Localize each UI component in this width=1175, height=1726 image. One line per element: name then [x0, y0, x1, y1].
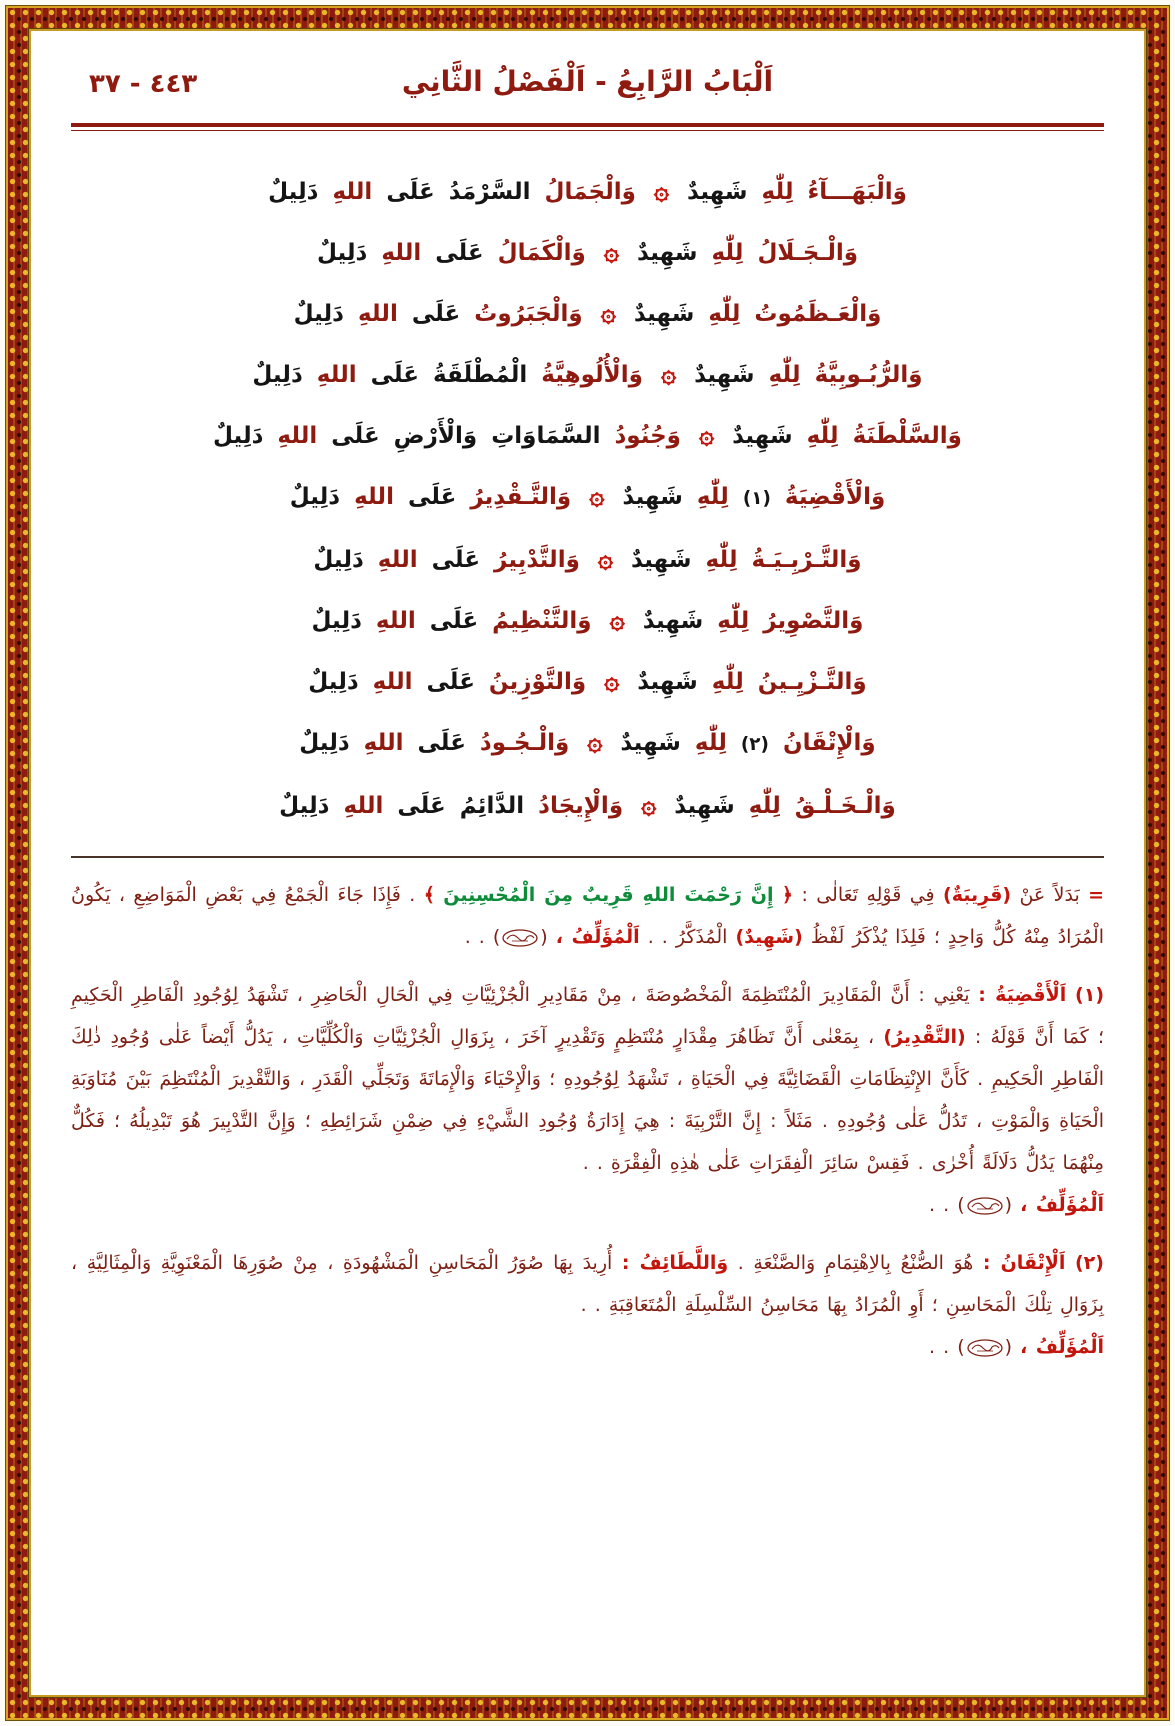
text-segment: دَلِيلٌ	[316, 240, 368, 266]
text-segment: وَالتَّـرْبِـيَـةُ	[751, 547, 862, 573]
poem-line	[77, 590, 1098, 651]
text-segment: شَهِيدٌ	[631, 547, 692, 573]
text-segment: دَلِيلٌ	[213, 423, 264, 449]
text-segment: شَهِيدٌ	[732, 423, 793, 449]
rub-el-hizb-ornament-icon: ۞	[600, 298, 616, 328]
text-segment: لِلّٰهِ	[717, 608, 750, 634]
poem-line	[77, 712, 1098, 775]
poem-line	[77, 529, 1098, 590]
text-segment: وَالْـجَـلَالُ	[757, 240, 859, 266]
text-segment: اَلْمُؤَلِّفُ ،	[555, 926, 640, 948]
text-segment: وَالتَّصْوِيرُ	[763, 608, 864, 634]
text-segment: شَهِيدٌ	[687, 179, 748, 205]
rub-el-hizb-ornament-icon: ۞	[641, 790, 657, 820]
text-segment: اللهِ	[357, 301, 398, 327]
page-number: ٤٤٣ - ٣٧	[89, 69, 198, 99]
rub-el-hizb-ornament-icon: ۞	[660, 359, 677, 389]
text-segment: عَلَى	[411, 301, 461, 327]
text-segment: دَلِيلٌ	[252, 362, 303, 388]
rub-el-hizb-ornament-icon: ۞	[604, 666, 620, 696]
text-segment: شَهِيدٌ	[674, 793, 735, 819]
footnote	[71, 874, 1104, 958]
text-segment: عَلَى	[429, 608, 479, 634]
page-content	[29, 29, 1146, 1697]
text-segment: شَهِيدٌ	[642, 608, 704, 634]
text-segment: . .	[929, 1336, 950, 1358]
text-segment: وَالسَّلْطَنَةُ	[852, 423, 962, 449]
text-segment: عَلَى	[397, 793, 446, 819]
text-segment: فِي قَوْلِهِ تَعَالٰى :	[801, 884, 935, 906]
footnote-marker: =	[1088, 884, 1105, 906]
text-segment: دَلِيلٌ	[268, 179, 319, 205]
text-segment: دَلِيلٌ	[311, 608, 362, 634]
text-segment: وَالتَّـزْيِـينُ	[757, 669, 867, 695]
text-segment: اللهِ	[316, 362, 357, 388]
text-segment: عَلَى	[386, 179, 435, 205]
text-segment: عَلَى	[370, 362, 420, 388]
text-segment: (التَّقْدِيرُ)	[883, 1026, 966, 1048]
text-segment: اللهِ	[377, 547, 418, 573]
author-seal-icon: ()	[492, 926, 548, 948]
text-segment: شَهِيدٌ	[636, 240, 698, 266]
text-segment: الْمُذَكَّرُ . .	[647, 926, 728, 948]
text-segment: عَلَى	[331, 423, 380, 449]
text-segment: دَلِيلٌ	[299, 730, 350, 756]
text-segment: وَالتَّـقْدِيرُ	[470, 484, 572, 510]
text-segment: وَالتَّنْظِيمُ	[492, 608, 592, 634]
text-segment: اللهِ	[372, 669, 413, 695]
rub-el-hizb-ornament-icon: ۞	[603, 237, 619, 267]
footnote	[71, 974, 1104, 1226]
text-segment: لِلّٰهِ	[806, 423, 839, 449]
text-segment: وَالْأُلُوهِيَّةُ	[541, 362, 643, 388]
text-segment: دَلِيلٌ	[289, 484, 341, 510]
text-segment: وَاللَّطَائِفُ :	[621, 1252, 729, 1274]
text-segment: شَهِيدٌ	[633, 301, 695, 327]
poem-line	[77, 222, 1098, 283]
header-divider	[71, 123, 1104, 131]
text-segment: وَالْجَبَرُوتُ	[474, 301, 583, 327]
text-segment: شَهِيدٌ	[622, 484, 683, 510]
text-segment: ﴾	[423, 884, 435, 906]
text-segment: لِلّٰهِ	[711, 669, 744, 695]
footnote-separator	[71, 856, 1104, 858]
footnote-marker: (٢)	[1074, 1252, 1104, 1274]
text-segment: وَالْجَمَالُ	[544, 179, 636, 205]
author-seal-icon: ()	[957, 1336, 1013, 1358]
poem-line	[77, 466, 1098, 529]
text-segment: لِلّٰهِ	[705, 547, 738, 573]
text-segment: عَلَى	[426, 669, 475, 695]
text-segment: دَلِيلٌ	[308, 669, 359, 695]
text-segment: يَعْنِي : أَنَّ الْمَقَادِيرَ الْمُنْتَظِمَةَ الْمَخْصُوصَةَ ، مِنْ مَقَادِيرِ الْجُزْئِيَّاتِ فِي الْحَالِ الْحَاضِرِ ، تَشْهَدُ لِوُجُودِ الْفَاطِرِ الْحَكِيمِ ؛ كَمَا أَنَّ قَوْلَهُ :	[71, 984, 1104, 1048]
text-segment: اَلْمُؤَلِّفُ ،	[1020, 1336, 1104, 1358]
text-segment: عَلَى	[431, 547, 481, 573]
rub-el-hizb-ornament-icon: ۞	[597, 544, 613, 574]
rub-el-hizb-ornament-icon: ۞	[653, 176, 670, 206]
text-segment: ﴿	[781, 884, 794, 906]
text-segment: دَلِيلٌ	[279, 793, 330, 819]
text-segment: اللهِ	[277, 423, 318, 449]
author-seal-icon: ()	[957, 1194, 1013, 1216]
text-segment: وَجُنُودُ	[614, 423, 681, 449]
text-segment: السَّرْمَدُ	[448, 179, 531, 205]
text-segment: اللهِ	[363, 730, 404, 756]
text-segment: لِلّٰهِ	[761, 179, 794, 205]
text-segment: عَلَى	[407, 484, 457, 510]
rub-el-hizb-ornament-icon: ۞	[587, 727, 603, 757]
text-segment: الْمُطْلَقَةُ	[433, 362, 528, 388]
text-segment: اللهِ	[332, 179, 373, 205]
text-segment: ، بِمَعْنٰى أَنَّ تَظَاهُرَ مِقْدَارٍ مُنْتَظِمٍ وَتَقْدِيرٍ آخَرَ ، بِزَوَالِ الْجُزْئِيَّاتِ وَالْكُلِّيَّاتِ ، يَدُلُّ أَيْضاً عَلٰى وُجُودِ ذٰلِكَ الْفَاطِرِ الْحَكِيمِ . كَأَنَّ الإِنْتِظَامَاتِ الْقَضَائِيَّةَ فِي الْحَيَاةِ ، تَشْهَدُ لِوُجُودِهِ ؛ وَالْإِحْيَاءَ وَالْإِمَاتَةَ وَتَجَلِّي الْقَدَرِ ، وَالتَّقْدِيرَ الْمُنْتَظِمَ بَيْنَ مُنَاوَبَةِ الْحَيَاةِ وَالْمَوْتِ ، تَدُلُّ عَلٰى وُجُودِهِ . مَثَلاً : إِنَّ التَّرْبِيَةَ : هِيَ إِدَارَةُ وُجُودِ الشَّيْءِ فِي ضِمْنِ شَرَائِطِهِ ؛ وَإِنَّ التَّدْبِيرَ هُوَ تَبْدِيلُهُ ؛ فَكُلٌّ مِنْهُمَا يَدُلُّ دَلَالَةً أُخْرٰى . فَقِسْ سَائِرَ الْفِقَرَاتِ عَلٰى هٰذِهِ الْفِقْرَةِ . .	[71, 1026, 1104, 1174]
text-segment: شَهِيدٌ	[637, 669, 698, 695]
poem	[77, 161, 1098, 836]
text-segment: (شَهِيدٌ)	[735, 926, 803, 948]
text-segment: (٢)	[740, 734, 769, 755]
poem-line	[77, 344, 1098, 405]
text-segment: الدَّائِمُ	[459, 793, 525, 819]
text-segment: وَالْأَرْضِ	[393, 423, 478, 449]
text-segment: اللهِ	[343, 793, 384, 819]
text-segment: اَلْمُؤَلِّفُ ،	[1020, 1194, 1104, 1216]
text-segment: دَلِيلٌ	[293, 301, 344, 327]
poem-line	[77, 775, 1098, 836]
text-segment: لِلّٰهِ	[694, 730, 727, 756]
text-segment: وَالْـخَـلْـقُ	[794, 793, 896, 819]
text-segment: وَالْعَـظَمُوتُ	[754, 301, 882, 327]
text-segment: اللهِ	[354, 484, 394, 510]
text-segment: وَالرُّبُـوبِيَّةُ	[814, 362, 923, 388]
rub-el-hizb-ornament-icon: ۞	[698, 420, 715, 450]
text-segment: . .	[929, 1194, 950, 1216]
footnote	[71, 1242, 1104, 1368]
text-segment: وَالتَّدْبِيرُ	[494, 547, 580, 573]
text-segment: (قَرِيبَةٌ)	[943, 884, 1012, 906]
text-segment: دَلِيلٌ	[313, 547, 364, 573]
text-segment: بَدَلاً عَنْ	[1019, 884, 1080, 906]
text-segment: وَالْـجُـودُ	[479, 730, 570, 756]
text-segment: وَالْأَقْضِيَةُ	[784, 484, 886, 510]
text-segment: شَهِيدٌ	[620, 730, 681, 756]
rub-el-hizb-ornament-icon: ۞	[609, 605, 625, 635]
text-segment: لِلّٰهِ	[708, 301, 741, 327]
poem-line	[77, 161, 1098, 222]
text-segment: لِلّٰهِ	[748, 793, 781, 819]
text-segment: اللهِ	[375, 608, 416, 634]
text-segment: عَلَى	[417, 730, 466, 756]
text-segment: . .	[464, 926, 485, 948]
footnote-marker: (١)	[1075, 984, 1104, 1006]
page-header	[71, 57, 1104, 115]
text-segment: اَلْأَقْضِيَةُ :	[978, 984, 1067, 1006]
text-segment: وَالْبَهَـــآءُ	[807, 179, 907, 205]
page-title: اَلْبَابُ الرَّابِعُ - اَلْفَصْلُ الثَّانِي	[401, 65, 774, 98]
rub-el-hizb-ornament-icon: ۞	[589, 481, 605, 511]
poem-line	[77, 283, 1098, 344]
poem-line	[77, 651, 1098, 712]
text-segment: شَهِيدٌ	[694, 362, 755, 388]
text-segment: اللهِ	[381, 240, 422, 266]
text-segment: . فَإِذَا جَاءَ الْجَمْعُ فِي بَعْضِ الْمَوَاضِعِ ، يَكُونُ الْمُرَادُ مِنْهُ كُلُّ وَاحِدٍ ؛ فَلِذَا يُذْكَرُ لَفْظُ	[71, 884, 1104, 948]
footnotes	[71, 874, 1104, 1368]
text-segment: اَلْإِتْقَانُ :	[982, 1252, 1066, 1274]
text-segment: وَالتَّوْزِينُ	[488, 669, 587, 695]
text-segment: السَّمَاوَاتِ	[491, 423, 601, 449]
text-segment: لِلّٰهِ	[711, 240, 744, 266]
text-segment: عَلَى	[435, 240, 484, 266]
ornamental-border	[5, 5, 1170, 1721]
text-segment: أُرِيدَ بِهَا صُوَرُ الْمَحَاسِنِ الْمَشْهُودَةِ ، مِنْ صُوَرِهَا الْمَعْنَوِيَّةِ وَالْمِثَالِيَّةِ ، بِزَوَالِ تِلْكَ الْمَحَاسِنِ ؛ أَوِ الْمُرَادُ بِهَا مَحَاسِنُ السِّلْسِلَةِ الْمُتَعَاقِبَةِ . .	[71, 1252, 1104, 1316]
text-segment: (١)	[742, 488, 771, 509]
text-segment: هُوَ الصُّنْعُ بِالاِهْتِمَامِ وَالصَّنْعَةِ .	[737, 1252, 974, 1274]
text-segment: وَالْكَمَالُ	[497, 240, 586, 266]
text-segment: لِلّٰهِ	[696, 484, 729, 510]
text-segment: لِلّٰهِ	[768, 362, 801, 388]
poem-line	[77, 405, 1098, 466]
text-segment: إِنَّ رَحْمَتَ اللهِ قَرِيبٌ مِنَ الْمُحْسِنِينَ	[443, 884, 774, 906]
text-segment: وَالْإِتْقَانُ	[782, 730, 876, 756]
text-segment: وَالْإِيجَادُ	[538, 793, 624, 819]
